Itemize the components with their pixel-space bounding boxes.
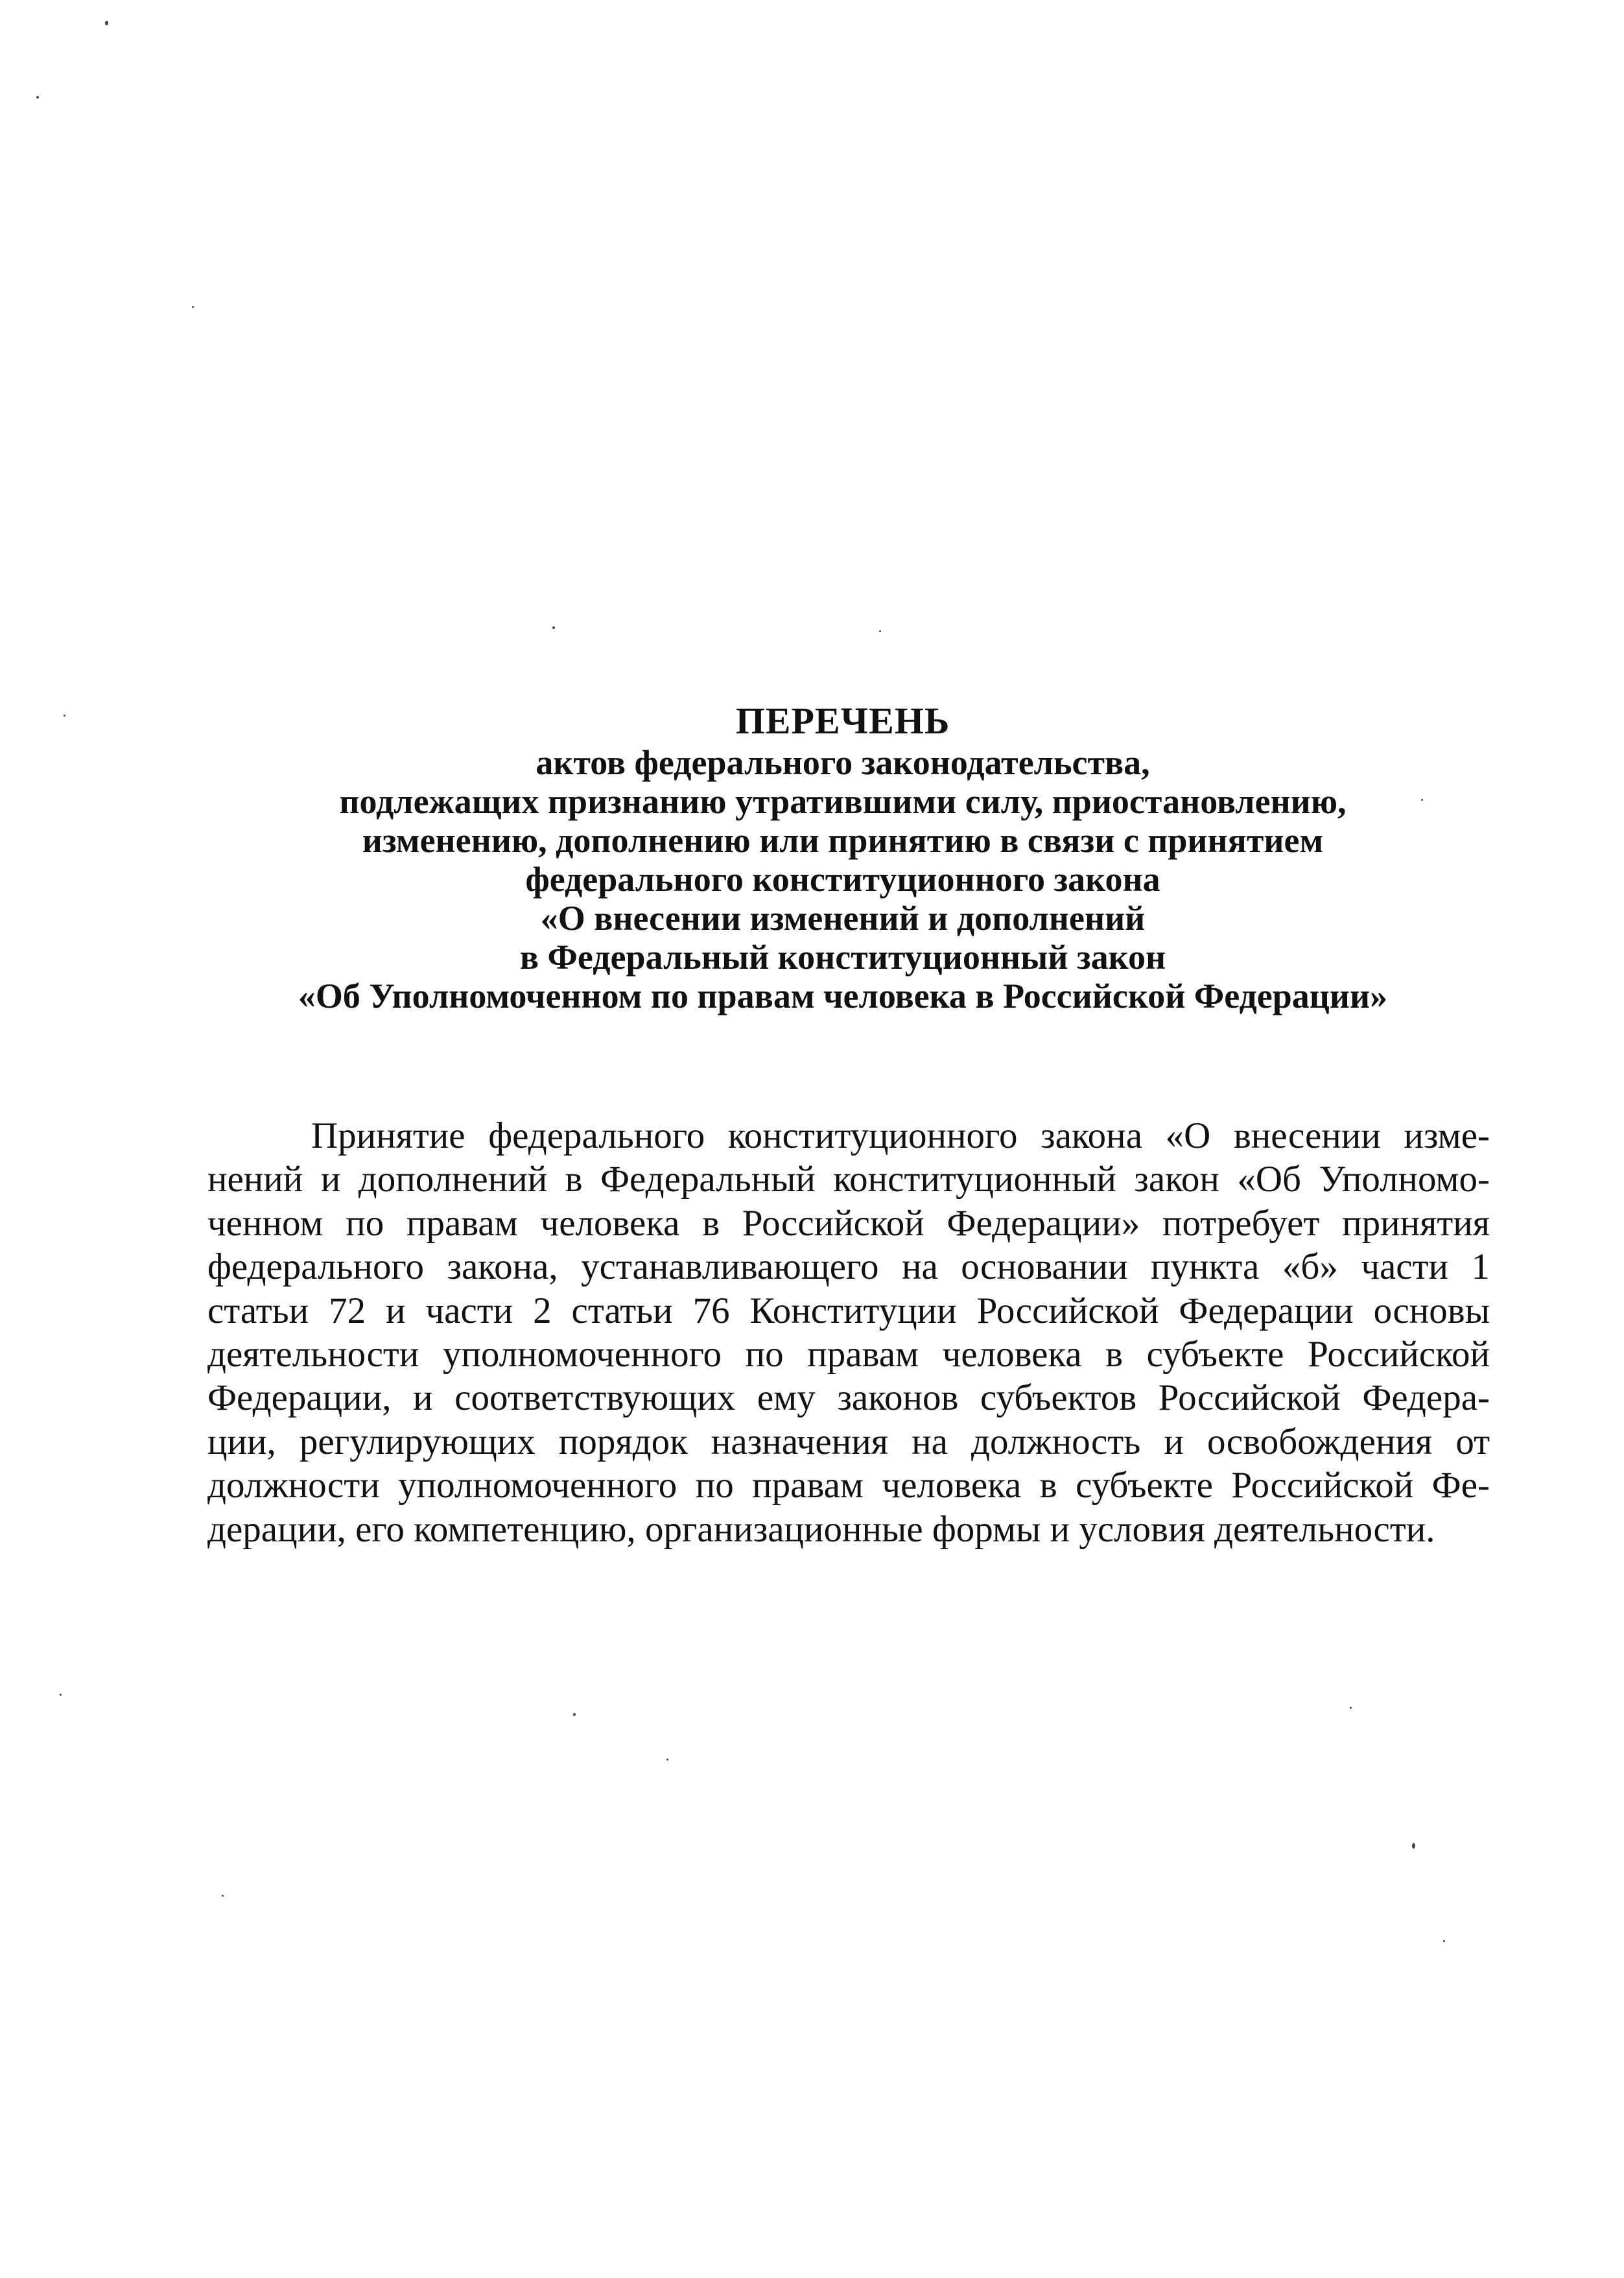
heading-line: подлежащих признанию утратившими силу, приостановлению,: [339, 782, 1347, 821]
scan-speck: [1350, 1707, 1352, 1709]
heading-line: в Федеральный конституционный закон: [519, 938, 1166, 977]
scan-speck: [1412, 1843, 1415, 1849]
body-line: ченном по правам человека в Российской Федерации» потребует принятия: [207, 1202, 1490, 1244]
body-line: нений и дополнений в Федеральный конституционный закон «Об Уполномо-: [207, 1159, 1490, 1200]
scan-speck: [60, 1694, 62, 1696]
body-line: деятельности уполномоченного по правам человека в субъекте Российской: [207, 1334, 1490, 1375]
scan-speck: [105, 21, 108, 25]
scan-speck: [879, 630, 881, 632]
heading-line: «Об Уполномоченном по правам человека в Российской Федерации»: [298, 977, 1388, 1015]
heading-line: актов федерального законодательства,: [535, 743, 1150, 782]
body-line: должности уполномоченного по правам человека в субъекте Российской Фе-: [207, 1465, 1490, 1506]
body-line: статьи 72 и части 2 статьи 76 Конституции Российской Федерации основы: [207, 1290, 1490, 1331]
body-line: Федерации, и соответствующих ему законов субъектов Российской Федера-: [207, 1377, 1490, 1419]
heading-title: ПЕРЕЧЕНЬ: [735, 700, 950, 742]
scan-speck: [552, 626, 555, 629]
heading-line: изменению, дополнению или принятию в связи с принятием: [362, 821, 1324, 860]
body-paragraph: [207, 1114, 1490, 1551]
scan-speck: [192, 306, 194, 308]
scan-speck: [1443, 1940, 1445, 1942]
body-line: дерации, его компетенцию, организационные формы и условия деятельности.: [207, 1508, 1435, 1550]
body-line: федерального закона, устанавливающего на основании пункта «б» части 1: [207, 1246, 1490, 1288]
heading-line: федерального конституционного закона: [525, 860, 1160, 899]
body-line: Принятие федерального конституционного закона «О внесении изме-: [311, 1115, 1490, 1156]
scan-speck: [64, 715, 65, 717]
body-line: ции, регулирующих порядок назначения на должность и освобождения от: [207, 1421, 1490, 1462]
heading-line: «О внесении изменений и дополнений: [540, 899, 1146, 938]
scan-speck: [222, 1895, 224, 1897]
document-heading: [233, 702, 1452, 1015]
scan-speck: [666, 1759, 668, 1761]
scan-speck: [36, 96, 39, 99]
scan-speck: [573, 1713, 576, 1716]
